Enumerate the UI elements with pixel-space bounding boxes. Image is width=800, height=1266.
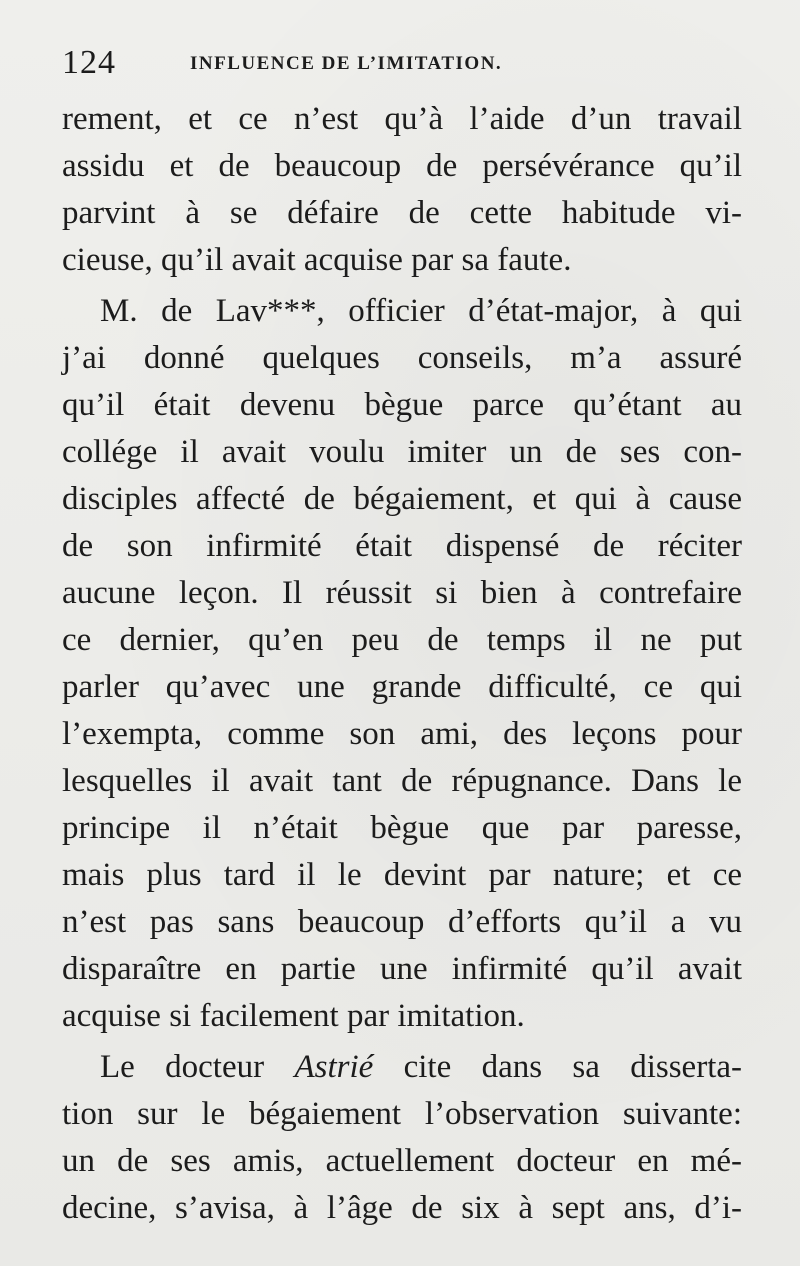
text-segment: Le docteur — [100, 1049, 295, 1085]
text-line: rement, et ce n’est qu’à l’aide d’un travail — [62, 101, 742, 137]
text-line: de son infirmité était dispensé de réciter — [62, 528, 742, 564]
text-line: parvint à se défaire de cette habitude vi- — [62, 195, 742, 231]
text-line: aucune leçon. Il réussit si bien à contrefaire — [62, 575, 742, 611]
text-line: disciples affecté de bégaiement, et qui à cause — [62, 481, 742, 517]
text-line: disparaître en partie une infirmité qu’il avait — [62, 951, 742, 987]
text-line: decine, s’avisa, à l’âge de six à sept ans, d’i- — [62, 1190, 742, 1226]
text-line: parler qu’avec une grande difficulté, ce qui — [62, 669, 742, 705]
text-line: cieuse, qu’il avait acquise par sa faute. — [62, 242, 572, 278]
text-line: M. de Lav***, officier d’état-major, à qui — [100, 293, 742, 329]
text-segment: cite dans sa disserta- — [373, 1049, 743, 1085]
text-line: ce dernier, qu’en peu de temps il ne put — [62, 622, 742, 658]
text-line: l’exempta, comme son ami, des leçons pour — [62, 716, 742, 752]
text-line: principe il n’était bègue que par paresse, — [62, 810, 742, 846]
text-line: lesquelles il avait tant de répugnance. Dans le — [62, 763, 742, 799]
text-line: qu’il était devenu bègue parce qu’étant au — [62, 387, 742, 423]
text-line: assidu et de beaucoup de persévérance qu’il — [62, 148, 742, 184]
running-head: INFLUENCE DE L’IMITATION. — [190, 53, 503, 74]
text-line: collége il avait voulu imiter un de ses con- — [62, 434, 742, 470]
text-line: un de ses amis, actuellement docteur en mé- — [62, 1143, 742, 1179]
text-line-with-italic — [62, 1044, 742, 1091]
text-line: acquise si facilement par imitation. — [62, 998, 525, 1034]
text-line: tion sur le bégaiement l’observation suivante: — [62, 1096, 742, 1132]
text-line: mais plus tard il le devint par nature; et ce — [62, 857, 742, 893]
italic-name: Astrié — [294, 1049, 374, 1085]
paragraph-2 — [62, 288, 742, 1040]
page-header — [62, 44, 770, 84]
paragraph-3 — [62, 1044, 742, 1232]
text-line: j’ai donné quelques conseils, m’a assuré — [62, 340, 742, 376]
text-line: n’est pas sans beaucoup d’efforts qu’il a vu — [62, 904, 742, 940]
body-text — [62, 96, 742, 1232]
paragraph-1 — [62, 96, 742, 284]
page-number: 124 — [62, 44, 116, 81]
